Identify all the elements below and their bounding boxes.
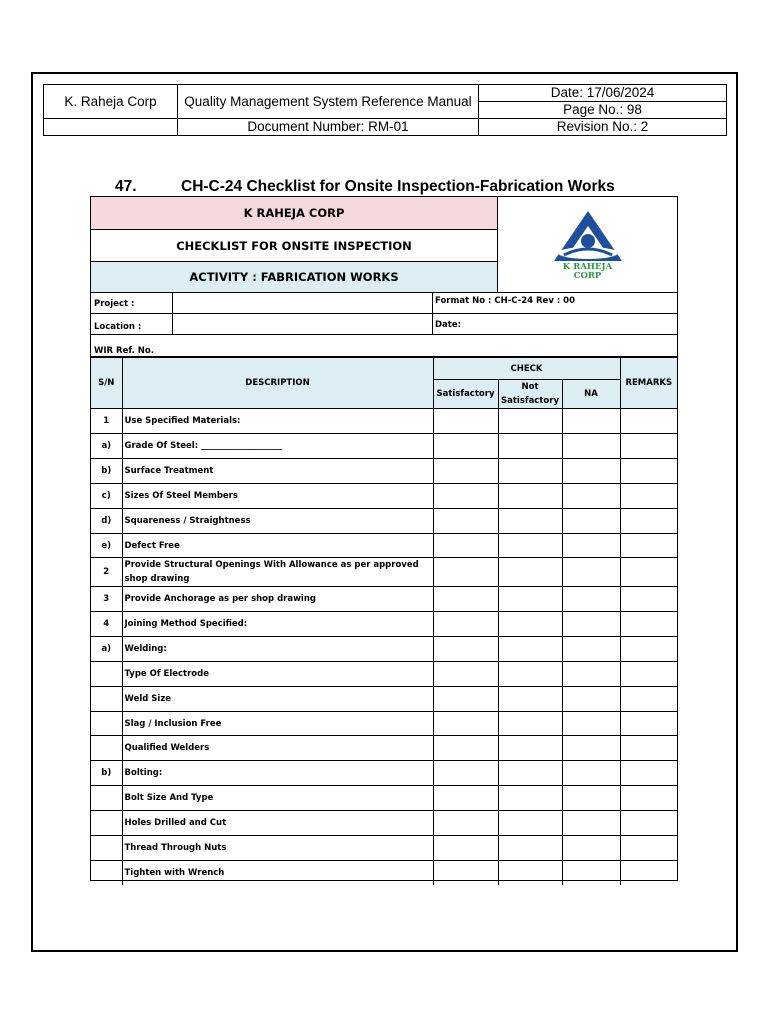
row-remarks[interactable]: [620, 534, 677, 558]
date-label: Date:: [432, 314, 677, 334]
table-row: [91, 459, 677, 484]
table-row: [91, 637, 677, 662]
check-na[interactable]: [562, 687, 620, 712]
check-na[interactable]: [562, 761, 620, 786]
row-sn: b): [91, 459, 122, 484]
row-sn: [91, 786, 122, 811]
row-remarks[interactable]: [620, 434, 677, 459]
checklist-table: [91, 357, 677, 885]
check-satisfactory[interactable]: [433, 637, 498, 662]
row-remarks[interactable]: [620, 811, 677, 836]
check-not-satisfactory[interactable]: [498, 836, 562, 861]
check-na[interactable]: [562, 637, 620, 662]
row-remarks[interactable]: [620, 612, 677, 637]
check-na[interactable]: [562, 409, 620, 434]
check-satisfactory[interactable]: [433, 811, 498, 836]
revision-number: Revision No.: 2: [479, 119, 727, 136]
check-not-satisfactory[interactable]: [498, 409, 562, 434]
section-number: 47.: [115, 178, 137, 195]
header-not-satisfactory: Not Satisfactory: [498, 380, 562, 409]
row-description: Provide Anchorage as per shop drawing: [122, 587, 433, 612]
table-row: [91, 534, 677, 558]
row-remarks[interactable]: [620, 761, 677, 786]
check-na[interactable]: [562, 736, 620, 761]
table-row: [91, 786, 677, 811]
row-description: Welding:: [122, 637, 433, 662]
check-not-satisfactory[interactable]: [498, 861, 562, 885]
check-not-satisfactory[interactable]: [498, 509, 562, 534]
table-row: [91, 434, 677, 459]
check-na[interactable]: [562, 786, 620, 811]
check-na[interactable]: [562, 811, 620, 836]
row-sn: [91, 811, 122, 836]
row-remarks[interactable]: [620, 786, 677, 811]
document-header: [43, 84, 727, 136]
row-description: Bolting:: [122, 761, 433, 786]
row-sn: c): [91, 484, 122, 509]
check-not-satisfactory[interactable]: [498, 434, 562, 459]
row-sn: 2: [91, 558, 122, 587]
check-satisfactory[interactable]: [433, 836, 498, 861]
table-row: [91, 509, 677, 534]
table-row: [91, 712, 677, 736]
check-na[interactable]: [562, 434, 620, 459]
check-satisfactory[interactable]: [433, 861, 498, 885]
row-sn: a): [91, 637, 122, 662]
row-remarks[interactable]: [620, 637, 677, 662]
row-description: Tighten with Wrench: [122, 861, 433, 885]
check-satisfactory[interactable]: [433, 712, 498, 736]
check-satisfactory[interactable]: [433, 786, 498, 811]
check-not-satisfactory[interactable]: [498, 558, 562, 587]
header-check: CHECK: [433, 358, 620, 380]
check-satisfactory[interactable]: [433, 509, 498, 534]
check-not-satisfactory[interactable]: [498, 484, 562, 509]
row-description: Bolt Size And Type: [122, 786, 433, 811]
checklist-form: [90, 196, 678, 881]
section-title: CH-C-24 Checklist for Onsite Inspection-Fabrication Works: [181, 178, 615, 195]
table-row: [91, 587, 677, 612]
row-description: Grade Of Steel: ___________________: [122, 434, 433, 459]
check-not-satisfactory[interactable]: [498, 587, 562, 612]
check-na[interactable]: [562, 612, 620, 637]
manual-title: Quality Management System Reference Manual: [178, 85, 479, 119]
check-not-satisfactory[interactable]: [498, 662, 562, 687]
page-number: Page No.: 98: [479, 102, 727, 119]
row-description: Joining Method Specified:: [122, 612, 433, 637]
wir-row: [91, 335, 677, 357]
row-remarks[interactable]: [620, 459, 677, 484]
table-row: [91, 662, 677, 687]
row-sn: [91, 712, 122, 736]
table-row: [91, 761, 677, 786]
row-sn: 4: [91, 612, 122, 637]
row-sn: [91, 662, 122, 687]
location-field[interactable]: [172, 314, 432, 334]
header-remarks: REMARKS: [620, 358, 677, 409]
k-raheja-logo-icon: [550, 209, 626, 263]
activity-band: ACTIVITY : FABRICATION WORKS: [91, 262, 498, 293]
format-number: Format No : CH-C-24 Rev : 00: [432, 293, 677, 313]
check-satisfactory[interactable]: [433, 484, 498, 509]
check-na[interactable]: [562, 509, 620, 534]
table-row: [91, 409, 677, 434]
check-satisfactory[interactable]: [433, 662, 498, 687]
section-heading: [115, 178, 615, 196]
check-na[interactable]: [562, 534, 620, 558]
check-na[interactable]: [562, 484, 620, 509]
table-row: [91, 811, 677, 836]
check-na[interactable]: [562, 712, 620, 736]
row-sn: [91, 861, 122, 885]
check-satisfactory[interactable]: [433, 612, 498, 637]
check-na[interactable]: [562, 662, 620, 687]
table-row: [91, 687, 677, 712]
header-satisfactory: Satisfactory: [433, 380, 498, 409]
row-remarks[interactable]: [620, 836, 677, 861]
project-field[interactable]: [172, 293, 432, 313]
row-description: Thread Through Nuts: [122, 836, 433, 861]
document-date: Date: 17/06/2024: [479, 85, 727, 102]
company-logo: [498, 197, 677, 293]
check-satisfactory[interactable]: [433, 587, 498, 612]
row-description: Defect Free: [122, 534, 433, 558]
location-row: [91, 314, 677, 335]
check-satisfactory[interactable]: [433, 534, 498, 558]
logo-name-line1: K RAHEJA: [562, 261, 613, 272]
table-row: [91, 612, 677, 637]
location-label: Location :: [94, 322, 142, 332]
row-description: Provide Structural Openings With Allowance as per approved shop drawing: [122, 558, 433, 587]
row-sn: [91, 836, 122, 861]
row-description: Squareness / Straightness: [122, 509, 433, 534]
check-not-satisfactory[interactable]: [498, 612, 562, 637]
check-not-satisfactory[interactable]: [498, 637, 562, 662]
row-description: Sizes Of Steel Members: [122, 484, 433, 509]
row-sn: 1: [91, 409, 122, 434]
row-remarks[interactable]: [620, 558, 677, 587]
check-satisfactory[interactable]: [433, 558, 498, 587]
check-not-satisfactory[interactable]: [498, 534, 562, 558]
table-row: [91, 558, 677, 587]
row-sn: [91, 687, 122, 712]
table-row: [91, 836, 677, 861]
check-not-satisfactory[interactable]: [498, 687, 562, 712]
table-row: [91, 861, 677, 885]
row-remarks[interactable]: [620, 712, 677, 736]
row-description: Qualified Welders: [122, 736, 433, 761]
row-remarks[interactable]: [620, 662, 677, 687]
logo-name-line2: CORP: [573, 270, 602, 281]
project-label: Project :: [94, 299, 135, 309]
row-description: Weld Size: [122, 687, 433, 712]
check-satisfactory[interactable]: [433, 687, 498, 712]
row-sn: d): [91, 509, 122, 534]
check-satisfactory[interactable]: [433, 459, 498, 484]
row-remarks[interactable]: [620, 484, 677, 509]
row-remarks[interactable]: [620, 509, 677, 534]
row-sn: 3: [91, 587, 122, 612]
check-na[interactable]: [562, 587, 620, 612]
project-row: [91, 293, 677, 314]
row-description: Use Specified Materials:: [122, 409, 433, 434]
row-description: Slag / Inclusion Free: [122, 712, 433, 736]
wir-label: WIR Ref. No.: [94, 346, 154, 356]
document-number: Document Number: RM-01: [178, 119, 479, 136]
header-sn: S/N: [91, 358, 122, 409]
check-not-satisfactory[interactable]: [498, 459, 562, 484]
row-sn: a): [91, 434, 122, 459]
check-na[interactable]: [562, 558, 620, 587]
table-row: [91, 736, 677, 761]
check-not-satisfactory[interactable]: [498, 736, 562, 761]
row-remarks[interactable]: [620, 409, 677, 434]
row-remarks[interactable]: [620, 687, 677, 712]
row-description: Surface Treatment: [122, 459, 433, 484]
check-not-satisfactory[interactable]: [498, 712, 562, 736]
checklist-band: CHECKLIST FOR ONSITE INSPECTION: [91, 230, 498, 262]
row-remarks[interactable]: [620, 736, 677, 761]
check-satisfactory[interactable]: [433, 761, 498, 786]
check-not-satisfactory[interactable]: [498, 786, 562, 811]
check-satisfactory[interactable]: [433, 409, 498, 434]
check-satisfactory[interactable]: [433, 736, 498, 761]
header-na: NA: [562, 380, 620, 409]
check-na[interactable]: [562, 459, 620, 484]
check-not-satisfactory[interactable]: [498, 761, 562, 786]
row-remarks[interactable]: [620, 587, 677, 612]
row-sn: b): [91, 761, 122, 786]
check-not-satisfactory[interactable]: [498, 811, 562, 836]
row-sn: [91, 736, 122, 761]
row-remarks[interactable]: [620, 861, 677, 885]
check-satisfactory[interactable]: [433, 434, 498, 459]
check-na[interactable]: [562, 861, 620, 885]
table-row: [91, 484, 677, 509]
row-description: Holes Drilled and Cut: [122, 811, 433, 836]
row-sn: e): [91, 534, 122, 558]
check-na[interactable]: [562, 836, 620, 861]
company-name: K. Raheja Corp: [44, 85, 178, 119]
company-band: K RAHEJA CORP: [91, 197, 498, 230]
row-description: Type Of Electrode: [122, 662, 433, 687]
header-description: DESCRIPTION: [122, 358, 433, 409]
